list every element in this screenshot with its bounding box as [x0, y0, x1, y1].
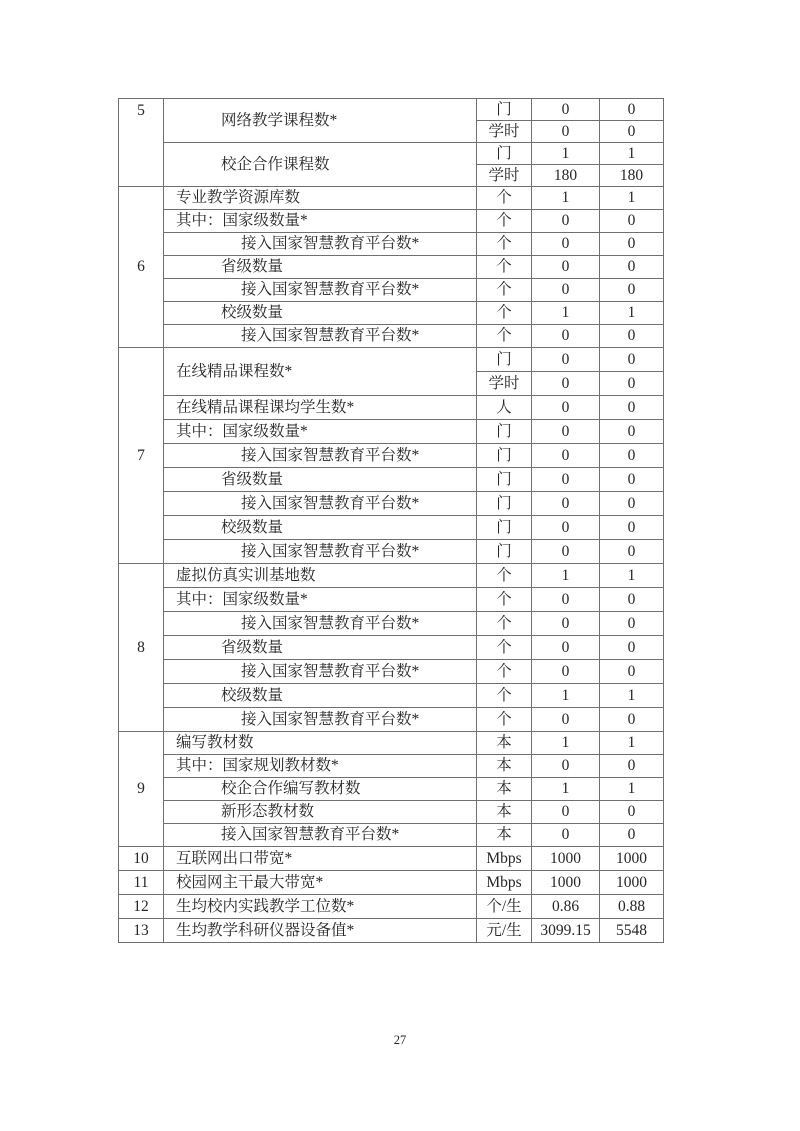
- indicator-label: 接入国家智慧教育平台数*: [164, 492, 477, 516]
- value-cell-current: 0: [532, 99, 600, 121]
- value-cell-current: 0: [532, 210, 600, 233]
- value-cell-previous: 0: [600, 210, 664, 233]
- indicator-label: 校级数量: [164, 516, 477, 540]
- value-cell-previous: 1: [600, 732, 664, 755]
- value-cell-previous: 0: [600, 755, 664, 778]
- indicator-label: 在线精品课程课均学生数*: [164, 396, 477, 420]
- indicator-table-body: [119, 99, 664, 943]
- value-cell-current: 1: [532, 143, 600, 165]
- value-cell-current: 0: [532, 372, 600, 396]
- value-cell-previous: 0: [600, 540, 664, 564]
- value-cell-previous: 0: [600, 492, 664, 516]
- value-cell-previous: 0: [600, 468, 664, 492]
- value-cell-current: 0: [532, 279, 600, 302]
- value-cell-current: 1: [532, 564, 600, 588]
- indicator-label: 编写教材数: [164, 732, 477, 755]
- value-cell-current: 0: [532, 612, 600, 636]
- value-cell-previous: 0: [600, 396, 664, 420]
- value-cell-previous: 0: [600, 708, 664, 732]
- unit-cell: 本: [477, 801, 532, 824]
- indicator-label: 其中：国家级数量*: [164, 588, 477, 612]
- value-cell-current: 1000: [532, 871, 600, 895]
- table-row: [119, 801, 664, 824]
- value-cell-current: 0: [532, 636, 600, 660]
- table-row: [119, 233, 664, 256]
- unit-cell: 个: [477, 588, 532, 612]
- value-cell-previous: 0: [600, 121, 664, 143]
- table-row: [119, 210, 664, 233]
- table-row: [119, 143, 664, 165]
- unit-cell: 个: [477, 256, 532, 279]
- unit-cell: 个: [477, 187, 532, 210]
- indicator-label: 接入国家智慧教育平台数*: [164, 708, 477, 732]
- table-row: [119, 540, 664, 564]
- table-row: [119, 516, 664, 540]
- value-cell-current: 0: [532, 121, 600, 143]
- unit-cell: 元/生: [477, 919, 532, 943]
- value-cell-previous: 1: [600, 564, 664, 588]
- unit-cell: 门: [477, 99, 532, 121]
- value-cell-current: 1000: [532, 847, 600, 871]
- value-cell-previous: 5548: [600, 919, 664, 943]
- table-row: [119, 302, 664, 325]
- value-cell-previous: 0: [600, 99, 664, 121]
- row-number: 5: [119, 99, 164, 187]
- table-row: [119, 348, 664, 372]
- page-number: 27: [393, 1033, 407, 1047]
- value-cell-current: 0: [532, 348, 600, 372]
- row-number: 7: [119, 348, 164, 564]
- unit-cell: 个/生: [477, 895, 532, 919]
- value-cell-previous: 1: [600, 143, 664, 165]
- indicator-label: 省级数量: [164, 636, 477, 660]
- unit-cell: 门: [477, 143, 532, 165]
- table-row: [119, 396, 664, 420]
- value-cell-current: 0: [532, 468, 600, 492]
- value-cell-current: 1: [532, 732, 600, 755]
- indicator-label: 接入国家智慧教育平台数*: [164, 279, 477, 302]
- indicator-table: [118, 98, 664, 943]
- value-cell-current: 180: [532, 165, 600, 187]
- table-row: [119, 684, 664, 708]
- value-cell-previous: 0: [600, 824, 664, 847]
- unit-cell: 本: [477, 824, 532, 847]
- unit-cell: 个: [477, 210, 532, 233]
- value-cell-current: 0: [532, 801, 600, 824]
- unit-cell: 学时: [477, 121, 532, 143]
- indicator-label: 接入国家智慧教育平台数*: [164, 325, 477, 348]
- unit-cell: 人: [477, 396, 532, 420]
- value-cell-current: 3099.15: [532, 919, 600, 943]
- value-cell-current: 1: [532, 187, 600, 210]
- indicator-label: 在线精品课程数*: [164, 348, 477, 396]
- indicator-label: 生均校内实践教学工位数*: [164, 895, 477, 919]
- value-cell-current: 0: [532, 588, 600, 612]
- indicator-label: 校级数量: [164, 684, 477, 708]
- table-row: [119, 187, 664, 210]
- value-cell-previous: 0: [600, 233, 664, 256]
- table-row: [119, 588, 664, 612]
- value-cell-previous: 0: [600, 348, 664, 372]
- row-number: 9: [119, 732, 164, 847]
- indicator-label: 接入国家智慧教育平台数*: [164, 612, 477, 636]
- indicator-label: 校企合作课程数: [164, 143, 477, 187]
- unit-cell: 个: [477, 612, 532, 636]
- table-row: [119, 279, 664, 302]
- value-cell-previous: 1: [600, 684, 664, 708]
- indicator-label: 生均教学科研仪器设备值*: [164, 919, 477, 943]
- row-number: 11: [119, 871, 164, 895]
- value-cell-previous: 0: [600, 636, 664, 660]
- row-number: 13: [119, 919, 164, 943]
- unit-cell: 本: [477, 732, 532, 755]
- indicator-label: 接入国家智慧教育平台数*: [164, 233, 477, 256]
- unit-cell: 本: [477, 755, 532, 778]
- row-number: 6: [119, 187, 164, 348]
- unit-cell: 个: [477, 636, 532, 660]
- value-cell-current: 0: [532, 824, 600, 847]
- table-row: [119, 660, 664, 684]
- value-cell-previous: 0: [600, 588, 664, 612]
- value-cell-previous: 1: [600, 187, 664, 210]
- table-row: [119, 755, 664, 778]
- unit-cell: 门: [477, 468, 532, 492]
- table-row: [119, 325, 664, 348]
- indicator-label: 接入国家智慧教育平台数*: [164, 444, 477, 468]
- unit-cell: 本: [477, 778, 532, 801]
- value-cell-current: 0: [532, 256, 600, 279]
- value-cell-previous: 0: [600, 660, 664, 684]
- table-row: [119, 564, 664, 588]
- indicator-label: 新形态教材数: [164, 801, 477, 824]
- unit-cell: 个: [477, 302, 532, 325]
- table-row: [119, 778, 664, 801]
- unit-cell: 门: [477, 516, 532, 540]
- value-cell-current: 0: [532, 325, 600, 348]
- indicator-label: 接入国家智慧教育平台数*: [164, 824, 477, 847]
- value-cell-previous: 0: [600, 801, 664, 824]
- value-cell-current: 0: [532, 755, 600, 778]
- indicator-label: 校园网主干最大带宽*: [164, 871, 477, 895]
- table-row: [119, 636, 664, 660]
- table-row: [119, 420, 664, 444]
- value-cell-previous: 0: [600, 516, 664, 540]
- row-number: 10: [119, 847, 164, 871]
- unit-cell: Mbps: [477, 871, 532, 895]
- value-cell-current: 0: [532, 708, 600, 732]
- value-cell-previous: 1000: [600, 847, 664, 871]
- unit-cell: 门: [477, 348, 532, 372]
- table-row: [119, 256, 664, 279]
- row-number: 8: [119, 564, 164, 732]
- value-cell-current: 0: [532, 660, 600, 684]
- indicator-label: 校级数量: [164, 302, 477, 325]
- value-cell-previous: 0.88: [600, 895, 664, 919]
- indicator-label: 其中：国家级数量*: [164, 210, 477, 233]
- indicator-label: 其中：国家规划教材数*: [164, 755, 477, 778]
- indicator-label: 其中：国家级数量*: [164, 420, 477, 444]
- value-cell-previous: 0: [600, 372, 664, 396]
- value-cell-previous: 1: [600, 778, 664, 801]
- value-cell-current: 0: [532, 540, 600, 564]
- table-row: [119, 492, 664, 516]
- value-cell-current: 0: [532, 396, 600, 420]
- unit-cell: 门: [477, 492, 532, 516]
- indicator-label: 互联网出口带宽*: [164, 847, 477, 871]
- value-cell-previous: 1000: [600, 871, 664, 895]
- indicator-label: 接入国家智慧教育平台数*: [164, 660, 477, 684]
- value-cell-current: 1: [532, 302, 600, 325]
- table-row: [119, 919, 664, 943]
- indicator-label: 省级数量: [164, 468, 477, 492]
- unit-cell: 门: [477, 540, 532, 564]
- table-row: [119, 444, 664, 468]
- value-cell-current: 0: [532, 516, 600, 540]
- value-cell-current: 1: [532, 778, 600, 801]
- table-row: [119, 824, 664, 847]
- value-cell-previous: 0: [600, 420, 664, 444]
- table-row: [119, 708, 664, 732]
- unit-cell: 个: [477, 233, 532, 256]
- unit-cell: 个: [477, 279, 532, 302]
- indicator-label: 专业教学资源库数: [164, 187, 477, 210]
- value-cell-current: 0: [532, 233, 600, 256]
- value-cell-previous: 0: [600, 279, 664, 302]
- table-row: [119, 468, 664, 492]
- table-row: [119, 871, 664, 895]
- value-cell-previous: 0: [600, 444, 664, 468]
- value-cell-previous: 180: [600, 165, 664, 187]
- value-cell-current: 1: [532, 684, 600, 708]
- value-cell-current: 0: [532, 420, 600, 444]
- value-cell-previous: 1: [600, 302, 664, 325]
- unit-cell: 个: [477, 684, 532, 708]
- value-cell-current: 0: [532, 444, 600, 468]
- indicator-label: 接入国家智慧教育平台数*: [164, 540, 477, 564]
- value-cell-current: 0.86: [532, 895, 600, 919]
- unit-cell: 个: [477, 660, 532, 684]
- indicator-label: 校企合作编写教材数: [164, 778, 477, 801]
- value-cell-previous: 0: [600, 325, 664, 348]
- unit-cell: Mbps: [477, 847, 532, 871]
- value-cell-current: 0: [532, 492, 600, 516]
- row-number: 12: [119, 895, 164, 919]
- value-cell-previous: 0: [600, 612, 664, 636]
- unit-cell: 个: [477, 325, 532, 348]
- unit-cell: 个: [477, 564, 532, 588]
- table-row: [119, 732, 664, 755]
- table-row: [119, 612, 664, 636]
- unit-cell: 学时: [477, 165, 532, 187]
- table-row: [119, 895, 664, 919]
- indicator-label: 虚拟仿真实训基地数: [164, 564, 477, 588]
- unit-cell: 门: [477, 444, 532, 468]
- unit-cell: 个: [477, 708, 532, 732]
- unit-cell: 学时: [477, 372, 532, 396]
- value-cell-previous: 0: [600, 256, 664, 279]
- indicator-label: 网络教学课程数*: [164, 99, 477, 143]
- indicator-label: 省级数量: [164, 256, 477, 279]
- unit-cell: 门: [477, 420, 532, 444]
- table-row: [119, 99, 664, 121]
- table-row: [119, 847, 664, 871]
